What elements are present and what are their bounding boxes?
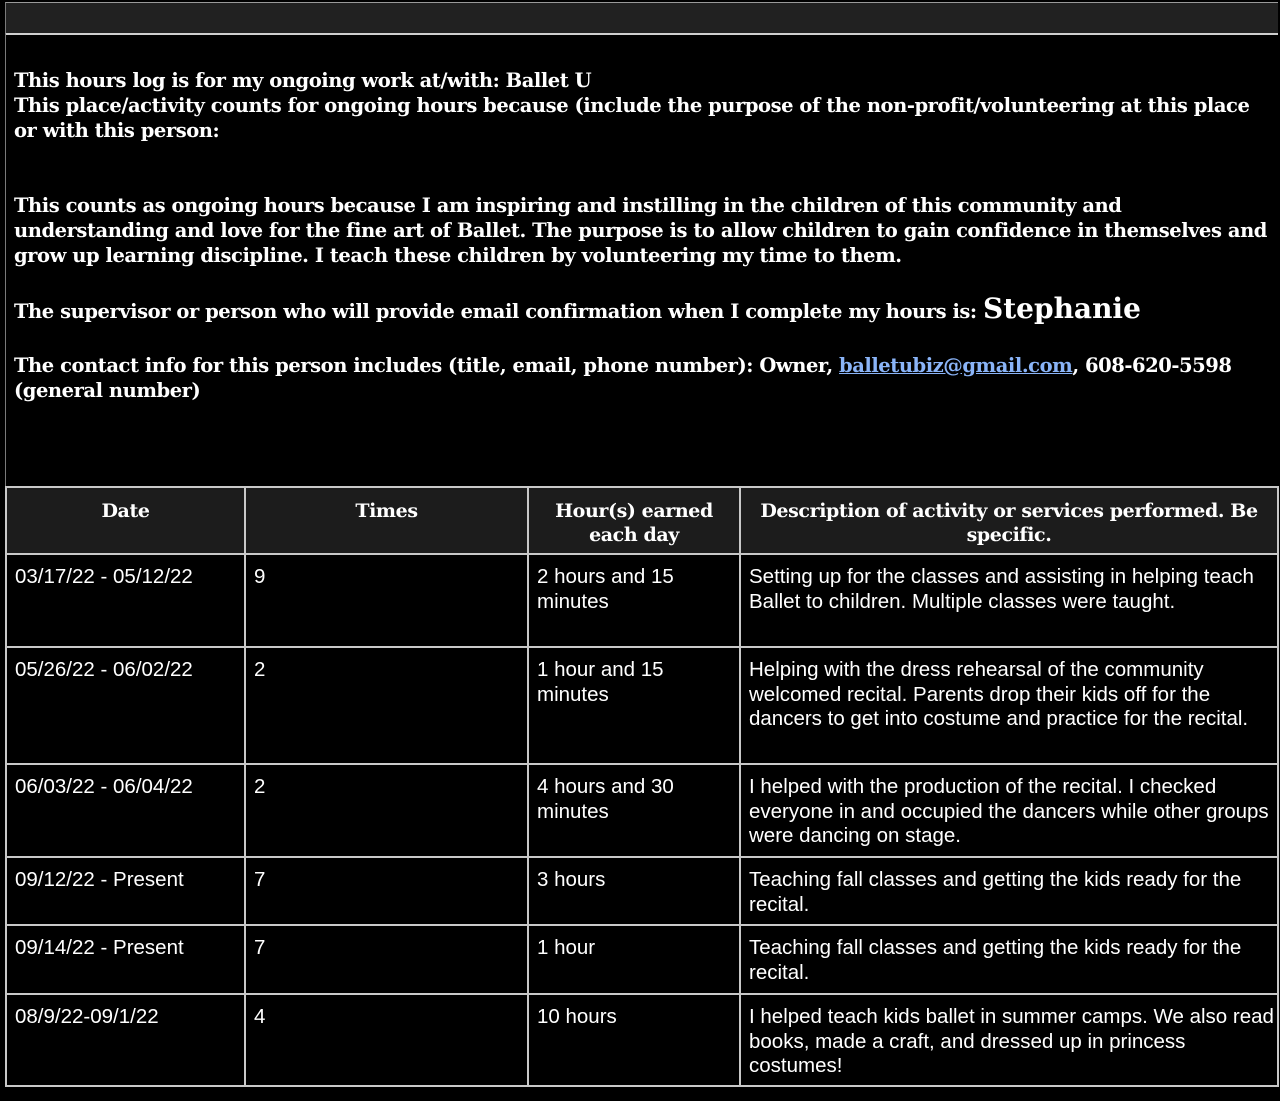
description-cell: I helped with the production of the recital. I checked everyone in and occupied the dancers while other groups were dancing on stage. [740, 764, 1278, 857]
table-row [6, 764, 1278, 857]
date-cell: 09/14/22 - Present [6, 925, 245, 994]
hours-log-table [5, 486, 1279, 1087]
contact-email-link[interactable]: balletubiz@gmail.com [839, 354, 1073, 377]
description-cell: Setting up for the classes and assisting in helping teach Ballet to children. Multiple classes were taught. [740, 554, 1278, 647]
times-cell: 7 [245, 925, 528, 994]
table-header-row [6, 487, 1278, 554]
table-row [6, 554, 1278, 647]
description-cell: Teaching fall classes and getting the kids ready for the recital. [740, 857, 1278, 925]
date-cell: 03/17/22 - 05/12/22 [6, 554, 245, 647]
table-row [6, 994, 1278, 1086]
supervisor-name: Stephanie [983, 292, 1141, 325]
times-cell: 9 [245, 554, 528, 647]
date-cell: 08/9/22-09/1/22 [6, 994, 245, 1086]
hours-cell: 1 hour and 15 minutes [528, 647, 740, 764]
date-cell: 06/03/22 - 06/04/22 [6, 764, 245, 857]
contact-phone-text: , 608-620-5598 (general number) [14, 354, 1232, 402]
hours-cell: 4 hours and 30 minutes [528, 764, 740, 857]
supervisor-label: The supervisor or person who will provide email confirmation when I complete my hours is: [14, 300, 977, 323]
header-date: Date [6, 487, 245, 554]
hours-cell: 1 hour [528, 925, 740, 994]
supervisor-line [14, 292, 1278, 325]
contact-line [14, 353, 1278, 403]
times-cell: 2 [245, 647, 528, 764]
ongoing-work-line: This hours log is for my ongoing work at/with: Ballet U [14, 69, 592, 92]
top-header-band [5, 2, 1278, 35]
times-cell: 2 [245, 764, 528, 857]
header-hours: Hour(s) earned each day [528, 487, 740, 554]
purpose-paragraph: This counts as ongoing hours because I am inspiring and instilling in the children of this community and understanding and love for the fine art of Ballet. The purpose is to allow children to gain confidence in themselves and grow up learning discipline. I teach these children by volunteering my time to them. [14, 194, 1267, 267]
table-row [6, 647, 1278, 764]
times-cell: 4 [245, 994, 528, 1086]
hours-cell: 3 hours [528, 857, 740, 925]
contact-label: The contact info for this person includes (title, email, phone number): Owner, [14, 354, 840, 377]
table-row [6, 857, 1278, 925]
date-cell: 05/26/22 - 06/02/22 [6, 647, 245, 764]
description-cell: Teaching fall classes and getting the kids ready for the recital. [740, 925, 1278, 994]
purpose-prompt-line: This place/activity counts for ongoing hours because (include the purpose of the non-profit/volunteering at this place or with this person: [14, 94, 1250, 142]
description-cell: Helping with the dress rehearsal of the community welcomed recital. Parents drop their kids off for the dancers to get into costume and practice for the recital. [740, 647, 1278, 764]
header-times: Times [245, 487, 528, 554]
date-cell: 09/12/22 - Present [6, 857, 245, 925]
times-cell: 7 [245, 857, 528, 925]
table-row [6, 925, 1278, 994]
hours-cell: 10 hours [528, 994, 740, 1086]
hours-cell: 2 hours and 15 minutes [528, 554, 740, 647]
description-cell: I helped teach kids ballet in summer camps. We also read books, made a craft, and dressed up in princess costumes! [740, 994, 1278, 1086]
header-description: Description of activity or services performed. Be specific. [740, 487, 1278, 554]
